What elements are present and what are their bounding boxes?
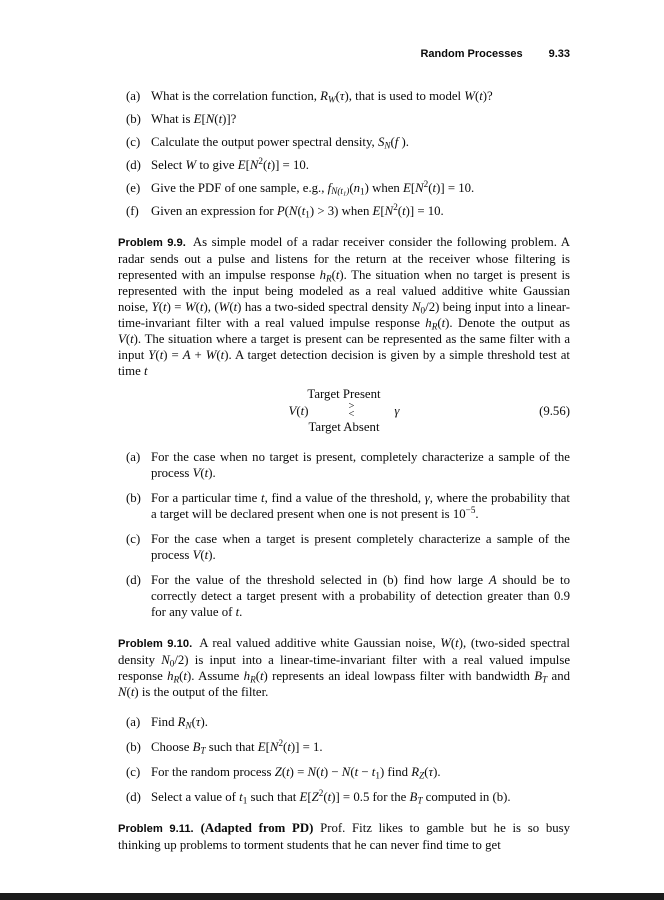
question-list-9-9 [118, 449, 570, 620]
inequality-symbol [348, 400, 355, 420]
item-text: What is E[N(t)]? [151, 112, 237, 126]
equation-lhs: V(t) [288, 404, 309, 418]
question-item [118, 203, 570, 219]
equation-main-row [118, 402, 570, 420]
question-item [118, 490, 570, 522]
item-text: Calculate the output power spectral density, $S_N(f$ ). [151, 135, 410, 151]
less-than-glyph: < [348, 409, 355, 420]
item-text: Give the PDF of one sample, e.g., $f_{N(t_1)}(n_1)$ when $E[N^2(t)] = 10$. [151, 178, 475, 198]
item-label: (d) [126, 790, 141, 804]
question-item [118, 157, 570, 173]
problem-body: (Adapted from PD) Prof. Fitz likes to gamble but he is so busy thinking up problems to torment students that he can never find time to get [118, 821, 570, 852]
problem-body: As simple model of a radar receiver consider the following problem. A radar sends out a pulse and listens for the return at the receiver whose filtering is represented with an impulse response $h_R(t)$. The situation when no target is present is represented with the input being modeled as a real valued additive white Gaussian noise, Y(t) = W(t), (W(t) has a two-sided spectral density $N_0/2$) being input into a linear-time-invariant filter with a real valued impulse response $h_R(t)$. Denote the output as V(t). The situation where a target is present can be represented as the same filter with a input Y(t) = A + W(t). A target detection decision is given by a simple threshold test at time t [118, 235, 571, 378]
question-list-9-10 [118, 714, 570, 805]
item-text: For the case when no target is present, completely characterize a sample of the process V(t). [151, 450, 570, 480]
item-label: (c) [126, 532, 141, 546]
problem-9-10 [118, 635, 570, 700]
equation-9-56 [118, 387, 570, 435]
item-text: Given an expression for $P(N(t_1) > 3)$ when $E[N^2(t)] = 10$. [151, 201, 444, 220]
item-text: Select W to give $E[N^2(t)] = 10$. [151, 155, 309, 172]
item-label: (a) [126, 450, 141, 464]
problem-label: Problem 9.10. [118, 638, 193, 650]
page-bottom-bar [0, 893, 664, 900]
question-list-top [118, 88, 570, 219]
greater-than-glyph: > [348, 400, 355, 412]
item-label: (e) [126, 181, 141, 195]
question-item [118, 764, 570, 780]
item-text: For the case when a target is present completely characterize a sample of the process V(t). [151, 532, 570, 562]
question-item [118, 572, 570, 620]
question-item [118, 449, 570, 481]
item-text: For a particular time t, find a value of the threshold, γ, where the probability that a target will be declared present when one is not present is $10^{-5}$. [151, 491, 570, 521]
question-item [118, 531, 570, 563]
question-item [118, 111, 570, 127]
item-label: (b) [126, 491, 141, 505]
running-head [118, 46, 570, 62]
page-number: 9.33 [548, 48, 570, 60]
equation-condition-above: Target Present [307, 387, 381, 401]
question-item [118, 789, 570, 805]
item-label: (a) [126, 715, 141, 729]
question-item [118, 134, 570, 150]
problem-label: Problem 9.11. [118, 823, 194, 835]
problem-label: Problem 9.9. [118, 237, 186, 249]
item-text: For the random process $Z(t) = N(t) - N(t - t_1)$ find $R_Z(\tau)$. [151, 765, 441, 781]
item-text: Choose $B_T$ such that $E[N^2(t)] = 1$. [151, 737, 323, 756]
problem-body: A real valued additive white Gaussian noise, W(t), (two-sided spectral density $N_0/2$) is input into a linear-time-invariant filter with a real valued impulse response $h_R(t)$. Assume $h_R(t)$ represents an ideal lowpass filter with bandwidth $B_T$ and N(t) is the output of the filter. [118, 636, 570, 699]
problem-9-9 [118, 234, 570, 379]
equation-condition-below: Target Absent [308, 420, 380, 434]
equation-number: (9.56) [539, 404, 570, 418]
running-head-title: Random Processes [420, 48, 523, 60]
item-label: (b) [126, 112, 141, 126]
item-text: For the value of the threshold selected in (b) find how large A should be to correctly detect a target present with a probability of detection greater than 0.9 for any value of t. [151, 573, 570, 619]
question-item [118, 88, 570, 104]
item-text: Find $R_N(\tau)$. [151, 715, 208, 731]
item-label: (f) [126, 204, 139, 218]
question-item [118, 180, 570, 196]
question-item [118, 739, 570, 755]
equation-rhs: γ [394, 404, 400, 418]
item-label: (c) [126, 135, 141, 149]
problem-9-11 [118, 820, 570, 853]
item-label: (c) [126, 765, 141, 779]
item-label: (b) [126, 740, 141, 754]
item-label: (d) [126, 158, 141, 172]
question-item [118, 714, 570, 730]
item-label: (a) [126, 89, 141, 103]
item-text: What is the correlation function, $R_W(\tau)$, that is used to model W(t)? [151, 89, 493, 105]
item-label: (d) [126, 573, 141, 587]
item-text: Select a value of $t_1$ such that $E[Z^2(t)] = 0.5$ for the $B_T$ computed in (b). [151, 787, 511, 806]
